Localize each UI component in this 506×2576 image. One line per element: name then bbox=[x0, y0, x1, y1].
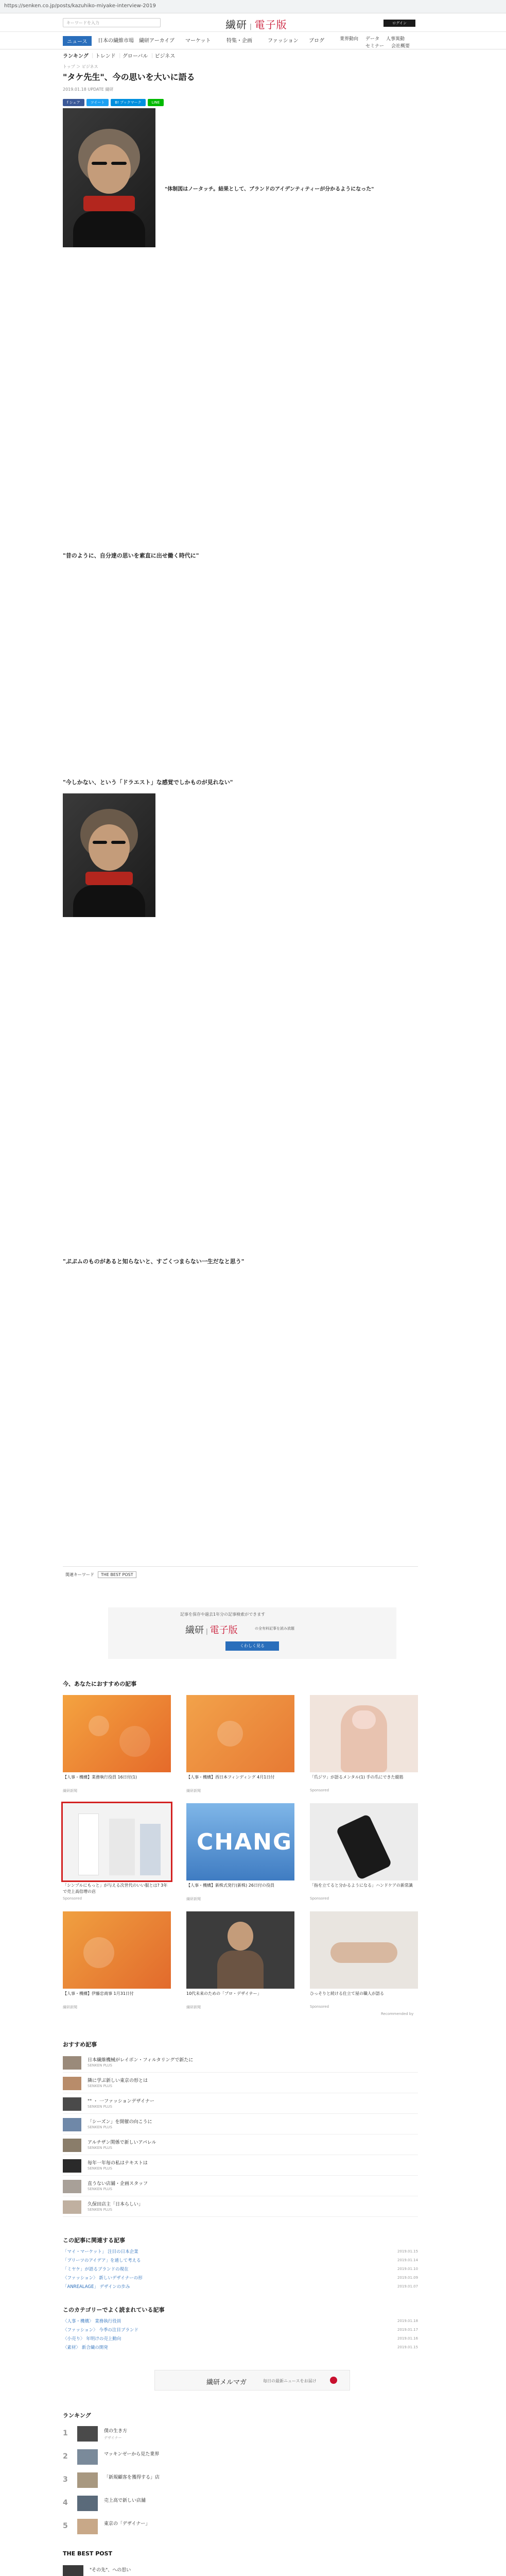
article-paragraph-4 bbox=[63, 1273, 418, 1520]
category-item-title: 〈素材〉 新合繊の開発 bbox=[63, 2345, 108, 2350]
popular-item-title: 日本繊維機械がレイボン・フィルタリングで新たに bbox=[88, 2058, 194, 2063]
popular-item[interactable] bbox=[63, 2136, 418, 2155]
recommend-card[interactable] bbox=[186, 1695, 294, 1793]
related-item-date: 2019.01.09 bbox=[397, 2276, 418, 2280]
card-thumb bbox=[310, 1803, 418, 1880]
card-source: 繊研新聞 bbox=[186, 2005, 201, 2009]
related-item[interactable] bbox=[63, 2266, 418, 2274]
card-thumb: CHANG bbox=[186, 1803, 294, 1880]
card-caption: 「指を立てると分かるようになる」ハンドケアの新常識 bbox=[310, 1883, 413, 1888]
card-source: Sponsored bbox=[310, 1788, 329, 1792]
card-caption: 「シンプルにもっと」が与える次世代のいい服とは? 3年で売上高倍増の店 bbox=[63, 1883, 168, 1894]
card-thumb bbox=[310, 1911, 418, 1989]
popular-item[interactable] bbox=[63, 2053, 418, 2073]
recommend-card[interactable] bbox=[186, 1911, 294, 2010]
popular-item-source: SENKEN PLUS bbox=[88, 2105, 112, 2109]
site-header bbox=[0, 13, 506, 32]
article-quote-1: "体制図はノータッチ。結果として、ブランドのアイデンティティーが分かるようになった" bbox=[165, 187, 374, 192]
card-thumb bbox=[63, 1911, 171, 1989]
newsletter-logo: 繊研メルマガ bbox=[206, 2379, 247, 2386]
subnav-item-global[interactable]: グローバル bbox=[122, 54, 148, 59]
recommend-title: 今、あなたにおすすめの記事 bbox=[63, 1681, 137, 1687]
popular-title: おすすめ記事 bbox=[63, 2041, 97, 2048]
share-line-button[interactable]: LINE bbox=[148, 99, 164, 106]
popular-item[interactable] bbox=[63, 2156, 418, 2176]
related-item[interactable] bbox=[63, 2249, 418, 2256]
card-thumb bbox=[63, 1695, 171, 1772]
card-source: Sponsored bbox=[63, 1896, 82, 1901]
category-item[interactable] bbox=[63, 2327, 418, 2334]
article-heading-2: "昔のように、自分達の思いを素直に出せ働く時代に" bbox=[63, 552, 199, 559]
best-post-item-title: "その先"、への思い bbox=[90, 2568, 131, 2573]
category-item-title: 〈人事・機構〉 業務執行役員 bbox=[63, 2319, 121, 2324]
card-source: 繊研新聞 bbox=[63, 1789, 77, 1793]
popular-item-title: 「シーズン」を開催の向こうに bbox=[88, 2120, 152, 2125]
popular-item-title: アルチザン関係で新しいアパレル bbox=[88, 2140, 156, 2145]
recommend-card[interactable] bbox=[63, 1911, 171, 2010]
url-text[interactable]: https://senken.co.jp/posts/kazuhiko-miyake-interview-2019 bbox=[4, 3, 156, 9]
ranking-item[interactable] bbox=[63, 2494, 418, 2514]
related-item-title: 「マイ・マーケット」 注目の日本企業 bbox=[63, 2249, 138, 2255]
popular-item[interactable] bbox=[63, 2177, 418, 2196]
related-item[interactable] bbox=[63, 2284, 418, 2291]
divider bbox=[63, 1566, 418, 1567]
card-caption: 【人事・機構】伊藤忠商事 1月31日付 bbox=[63, 1991, 134, 1996]
gnav-right-2[interactable]: データ bbox=[365, 37, 380, 42]
popular-item-source: SENKEN PLUS bbox=[88, 2187, 112, 2191]
related-title: この記事に関連する記事 bbox=[63, 2237, 125, 2244]
promo-cta-button[interactable]: くわしく見る bbox=[225, 1641, 279, 1651]
gnav-right-3[interactable]: 人事異動 bbox=[386, 37, 405, 42]
popular-item-source: SENKEN PLUS bbox=[88, 2208, 112, 2212]
tag-best-post[interactable]: THE BEST POST bbox=[98, 1571, 136, 1578]
article-heading-3: "今しかない、という「ドラエスト」な感覚でしかものが見れない" bbox=[63, 779, 233, 786]
sub-nav: ランキング ｜トレンド ｜グローバル ｜ビジネス bbox=[63, 54, 176, 59]
gnav-right-4[interactable]: セミナー bbox=[365, 44, 385, 49]
popular-item[interactable] bbox=[63, 2197, 418, 2217]
ranking-item-title: 東京の「デザイナー」 bbox=[104, 2521, 150, 2527]
share-twitter-button[interactable]: ツイート bbox=[86, 99, 109, 106]
ranking-item[interactable] bbox=[63, 2470, 418, 2491]
gnav-item-archive[interactable]: 繊研アーカイブ bbox=[139, 38, 175, 44]
article-heading-4: "ぷぷムのものがあると知らないと、すごくつまらない一生だなと思う" bbox=[63, 1258, 245, 1265]
best-post-title: THE BEST POST bbox=[63, 2550, 113, 2557]
category-item[interactable] bbox=[63, 2318, 418, 2326]
card-thumb bbox=[310, 1695, 418, 1772]
ranking-item[interactable] bbox=[63, 2447, 418, 2468]
card-source: Sponsored bbox=[310, 1896, 329, 1901]
gnav-item-marketplace[interactable]: マーケット bbox=[185, 38, 211, 44]
category-item-date: 2019.01.15 bbox=[397, 2345, 418, 2349]
recommend-card[interactable] bbox=[310, 1695, 418, 1792]
recommend-card[interactable] bbox=[310, 1803, 418, 1901]
share-buttons bbox=[63, 96, 166, 106]
login-button[interactable]: ログイン bbox=[383, 20, 415, 27]
category-item-date: 2019.01.16 bbox=[397, 2336, 418, 2341]
card-caption: 【人事・機構】西日本フィンディング 4月1日付 bbox=[186, 1775, 275, 1780]
popular-item-source: SENKEN PLUS bbox=[88, 2125, 112, 2129]
global-nav bbox=[0, 32, 506, 49]
gnav-right-1[interactable]: 業界動向 bbox=[340, 37, 359, 42]
subnav-label[interactable]: ランキング bbox=[63, 54, 89, 59]
rank-number: 1 bbox=[63, 2429, 68, 2437]
promo-lead: 記事を保存や過去1年分の記事検索ができます bbox=[180, 1612, 266, 1617]
gnav-item-news[interactable]: ニュース bbox=[63, 36, 92, 46]
promo-desc: の全有料記事を読み放題 bbox=[255, 1626, 294, 1631]
popular-item-source: SENKEN PLUS bbox=[88, 2146, 112, 2150]
ranking-item-title: 「新規顧客を獲得する」店 bbox=[104, 2475, 160, 2480]
ranking-item-source: デザイナー bbox=[104, 2436, 122, 2440]
ranking-title: ランキング bbox=[63, 2412, 91, 2419]
gnav-right-5[interactable]: 会社概要 bbox=[391, 44, 410, 49]
subscription-promo bbox=[108, 1607, 396, 1659]
gnav-item-blog[interactable]: ブログ bbox=[309, 38, 324, 44]
newsletter-banner[interactable] bbox=[154, 2370, 350, 2391]
card-caption: 【人事・機構】業務執行役員 16日付(1) bbox=[63, 1775, 137, 1780]
category-item-title: 〈小売り〉 年明けの売上動向 bbox=[63, 2336, 121, 2342]
article-photo-1 bbox=[63, 108, 155, 247]
article-title: "タケ先生"、今の思いを大いに語る bbox=[63, 72, 195, 82]
related-item-date: 2019.01.15 bbox=[397, 2249, 418, 2253]
ranking-item[interactable] bbox=[63, 2517, 418, 2537]
card-thumb bbox=[186, 1911, 294, 1989]
card-caption: ひっそりと続ける仕立て屋の職人が語る bbox=[310, 1991, 384, 1996]
related-item-title: 〈ファッション〉 新しいデザイナーの形 bbox=[63, 2276, 143, 2281]
popular-item[interactable] bbox=[63, 2115, 418, 2134]
category-item-title: 〈ファッション〉 今季の注目ブランド bbox=[63, 2328, 138, 2333]
related-item[interactable] bbox=[63, 2275, 418, 2282]
promo-logo-sub: 電子版 bbox=[210, 1625, 238, 1636]
logo-main: 繊研 bbox=[225, 19, 247, 31]
popular-item[interactable] bbox=[63, 2094, 418, 2114]
category-title: このカテゴリーでよく読まれている記事 bbox=[63, 2307, 165, 2313]
popular-item-title: 隣に学ぶ新しい東京の形とは bbox=[88, 2078, 148, 2083]
article-photo-2 bbox=[63, 793, 155, 917]
best-post-item[interactable] bbox=[63, 2563, 418, 2576]
gnav-item-market[interactable]: 日本の繊維市場 bbox=[98, 38, 134, 44]
newsletter-icon bbox=[330, 2377, 337, 2384]
ranking-item-title: 売上高で新しい店舗 bbox=[104, 2498, 146, 2503]
ad-provider-label: Recommended by bbox=[381, 2012, 414, 2016]
article-paragraph-intro bbox=[165, 108, 417, 180]
rank-number: 2 bbox=[63, 2452, 68, 2461]
related-item-date: 2019.01.07 bbox=[397, 2284, 418, 2289]
promo-logo: 繊研 | 電子版 bbox=[185, 1625, 238, 1636]
subnav-item-business[interactable]: ビジネス bbox=[154, 54, 176, 59]
newsletter-desc: 毎日の最新ニュースをお届け bbox=[263, 2379, 317, 2383]
card-source: 繊研新聞 bbox=[186, 1789, 201, 1793]
breadcrumb[interactable]: トップ ＞ ビジネス bbox=[63, 64, 98, 69]
subnav-item-trend[interactable]: トレンド bbox=[95, 54, 116, 59]
ranking-item[interactable] bbox=[63, 2424, 418, 2445]
article-paragraph-2 bbox=[63, 567, 418, 752]
rank-number: 3 bbox=[63, 2476, 68, 2484]
category-item[interactable] bbox=[63, 2345, 418, 2352]
search-input[interactable]: キーワードを入力 bbox=[63, 18, 161, 27]
popular-item-source: SENKEN PLUS bbox=[88, 2063, 112, 2067]
promo-logo-main: 繊研 bbox=[185, 1625, 204, 1636]
share-hatena-button[interactable]: B! ブックマーク bbox=[111, 99, 145, 106]
card-caption: 「爪ジワ」が語るメンタル(1) 手の爪にできた縦筋 bbox=[310, 1775, 404, 1780]
popular-item-title: "" ・ 一ファッションデザイナー bbox=[88, 2099, 155, 2104]
tag-label: 関連キーワード bbox=[65, 1572, 94, 1577]
logo-sub: 電子版 bbox=[254, 19, 287, 31]
related-item-date: 2019.01.10 bbox=[397, 2267, 418, 2271]
site-logo[interactable]: 繊研 | 電子版 bbox=[225, 19, 287, 31]
card-thumb bbox=[186, 1695, 294, 1772]
popular-item-title: 毎年一年毎の私はテキストは bbox=[88, 2161, 148, 2166]
rank-number: 5 bbox=[63, 2522, 68, 2530]
ranking-item-title: 僕の生き方 bbox=[104, 2429, 128, 2434]
card-source: 繊研新聞 bbox=[63, 2005, 77, 2009]
recommend-card[interactable] bbox=[310, 1911, 418, 2009]
related-item[interactable] bbox=[63, 2258, 418, 2265]
card-source: Sponsored bbox=[310, 2005, 329, 2009]
article-paragraph-3 bbox=[63, 943, 418, 1242]
share-facebook-button[interactable]: f シェア bbox=[63, 99, 84, 106]
gnav-item-feature[interactable]: 特集・企画 bbox=[226, 38, 252, 44]
rank-number: 4 bbox=[63, 2499, 68, 2507]
related-item-title: 「ANREALAGE」 デザインの歩み bbox=[63, 2284, 130, 2290]
card-caption: 10代未来のための「プロ・デザイナー」 bbox=[186, 1991, 261, 1996]
category-item[interactable] bbox=[63, 2336, 418, 2343]
popular-item-source: SENKEN PLUS bbox=[88, 2084, 112, 2088]
card-thumb bbox=[63, 1803, 171, 1880]
article-paragraph-1 bbox=[63, 242, 418, 484]
gnav-item-fashion[interactable]: ファッション bbox=[268, 38, 299, 44]
related-item-date: 2019.01.14 bbox=[397, 2258, 418, 2262]
recommend-card[interactable] bbox=[186, 1803, 294, 1902]
recommend-card-selected[interactable] bbox=[63, 1803, 171, 1901]
related-item-title: 「プリーツのアイデア」を通して考える bbox=[63, 2258, 141, 2263]
popular-item[interactable] bbox=[63, 2074, 418, 2093]
related-item-title: 「ミヤケ」が語るブランドの現在 bbox=[63, 2267, 129, 2272]
popular-item-title: 直うない店舗・企画スタッフ bbox=[88, 2181, 148, 2187]
category-item-date: 2019.01.17 bbox=[397, 2328, 418, 2332]
card-source: 繊研新聞 bbox=[186, 1897, 201, 1901]
category-item-date: 2019.01.18 bbox=[397, 2319, 418, 2323]
popular-item-source: SENKEN PLUS bbox=[88, 2166, 112, 2171]
browser-address-bar[interactable] bbox=[0, 0, 506, 13]
card-caption: 【人事・機構】新株式発行(新株) 26日付の役員 bbox=[186, 1883, 274, 1888]
recommend-card[interactable] bbox=[63, 1695, 171, 1793]
popular-item-title: 久保田店主「日本らしい」 bbox=[88, 2202, 144, 2207]
article-date: 2019.01.18 UPDATE 繊研 bbox=[63, 87, 114, 92]
ranking-item-title: マッキンゼーから見た業界 bbox=[104, 2452, 160, 2457]
